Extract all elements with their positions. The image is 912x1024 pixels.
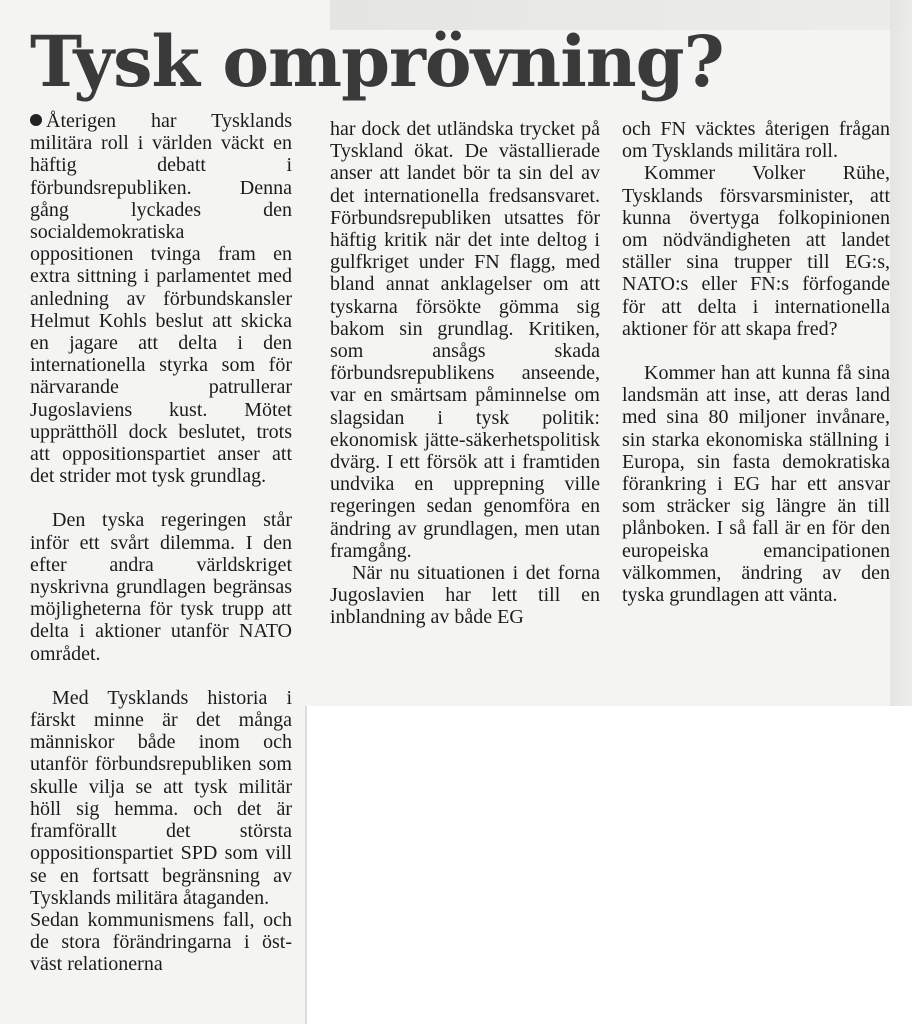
article-column-3 [622,118,890,606]
paragraph: och FN väcktes återigen frågan om Tysklands militära roll. [622,118,890,163]
paragraph [30,110,292,487]
headline: Tysk omprövning? [30,20,724,103]
bullet-icon [30,114,42,126]
paragraph: har dock det utländska trycket på Tyskland ökat. De västallierade anser att landet bör ta sin del av det internationella fredsansvaret. Förbundsrepubliken utsattes för häftig kritik när det inte deltog i gulfkriget under FN flagg, med bland annat anklagelser om att tyskarna försökte gömma sig bakom sin grundlag. Kritiken, som ansågs skada förbundsrepublikens anseende, var en smärtsam påminnelse om slagsidan i tysk politik: ekonomisk jätte-säkerhetspolitisk dvärg. I ett försök att i framtiden undvika en upprepning ville regeringen sedan genomföra en ändring av grundlagen, men utan framgång. [330,118,600,562]
blank-area [306,706,912,1024]
article-column-1 [30,110,292,976]
paragraph: Med Tysklands historia i färskt minne är det många människor både inom och utanför förbundsrepubliken som skulle vilja se att tysk militär höll sig hemma. och det är framförallt det största oppositionspartiet SPD som vill se en fortsatt begränsning av Tysklands militära åtaganden. [30,686,292,909]
paragraph: Kommer han att kunna få sina landsmän att inse, att deras land med sina 80 miljoner invånare, sin starka ekonomiska ställning i Europa, sin fasta demokratiska förankring i EG har ett ansvar som sträcker sig längre än till plånboken. I så fall är en för den europeiska emancipationen välkommen, ändring av den tyska grundlagen att vänta. [622,362,890,607]
paragraph: När nu situationen i det forna Jugoslavien har lett till en inblandning av både EG [330,562,600,629]
article-column-2 [330,118,600,629]
bleed-through-right [890,0,912,706]
paragraph: Den tyska regeringen står inför ett svårt dilemma. I den efter andra världskriget nyskrivna grundlagen begränsas möjligheterna för tysk trupp att delta i aktioner utanför NATO området. [30,509,292,665]
paragraph-text: Återigen har Tysklands militära roll i världen väckt en häftig debatt i förbundsrepubliken. Denna gång lyckades den socialdemokratiska oppositionen tvinga fram en extra sittning i parlamentet med anledning av förbundskansler Helmut Kohls beslut att skicka en jagare att delta i den internationella styrka som för närvarande patrullerar Jugoslaviens kust. Mötet upprätthöll dock beslutet, trots att oppositionspartiet anser att det strider mot tysk grundlag. [30,110,292,488]
paragraph: Sedan kommunismens fall, och de stora förändringarna i öst-väst relationerna [30,908,292,976]
clipping-edge [305,706,307,1024]
paragraph: Kommer Volker Rühe, Tysklands försvarsminister, att kunna övertyga folkopinionen om nödvändigheten att landet ställer sina trupper till EG:s, NATO:s eller FN:s förfogande för att delta i internationella aktioner för att skapa fred? [622,162,890,340]
